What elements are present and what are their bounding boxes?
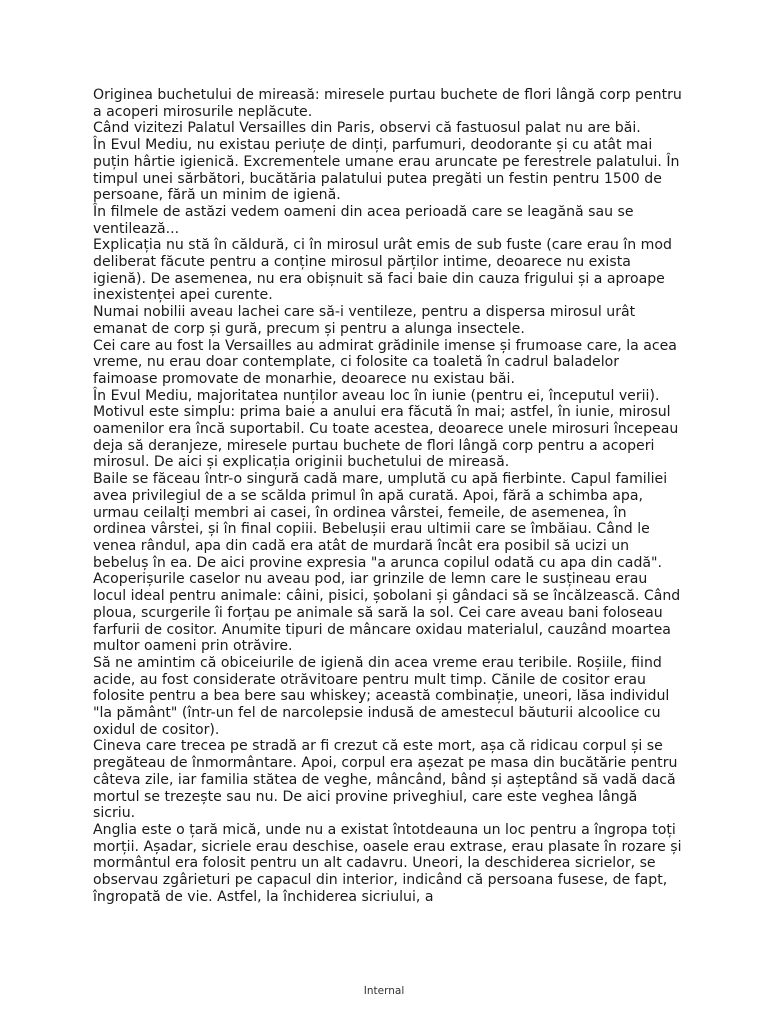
- paragraph: Explicația nu stă în căldură, ci în mirosul urât emis de sub fuste (care erau în mod deliberat făcute pentru a conține mirosul părților intime, deoarece nu exista igienă). De asemenea, nu era obișnuit să faci baie din cauza frigului și a aproape inexistenței apei curente.: [93, 237, 672, 304]
- document-body: [93, 87, 683, 905]
- paragraph: Cineva care trecea pe stradă ar fi crezut că este mort, așa că ridicau corpul și se pregăteau de înmormântare. Apoi, corpul era așezat pe masa din bucătărie pentru câteva zile, iar familia stătea de veghe, mâncând, bând și așteptând să vadă dacă mortul se trezește sau nu. De aici provine priveghiul, care este veghea lângă sicriu.: [93, 738, 678, 822]
- paragraph: Cei care au fost la Versailles au admirat grădinile imense și frumoase care, la acea vreme, nu erau doar contemplate, ci folosite ca toaletă în cadrul baladelor faimoase promovate de monarhie, deoarece nu existau băi.: [93, 337, 677, 387]
- footer-classification-label: Internal: [363, 985, 405, 997]
- paragraph: Anglia este o țară mică, unde nu a existat întotdeauna un loc pentru a îngropa toți morții. Așadar, sicriele erau deschise, oasele erau extrase, erau plasate în rozare și mormântul era folosit pentru un alt cadavru. Uneori, la deschiderea sicrielor, se observau zgârieturi pe capacul din interior, indicând că persoana fusese, de fapt, îngropată de vie. Astfel, la închiderea sicriului, a: [93, 821, 682, 905]
- paragraph: Numai nobilii aveau lachei care să-i ventileze, pentru a dispersa mirosul urât emanat de corp și gură, precum și pentru a alunga insectele.: [93, 304, 636, 337]
- paragraph: Originea buchetului de mireasă: miresele purtau buchete de flori lângă corp pentru a acoperi mirosurile neplăcute.: [93, 87, 682, 120]
- paragraph: Baile se făceau într-o singură cadă mare, umplută cu apă fierbinte. Capul familiei avea privilegiul de a se scălda primul în apă curată. Apoi, fără a schimba apa, urmau ceilalți membri ai casei, în ordinea vârstei, femeile, de asemenea, în ordinea vârstei, și în final copiii. Bebelușii erau ultimii care se îmbăiau. Când le venea rândul, apa din cadă era atât de murdară încât era posibil să ucizi un bebeluș în ea. De aici provine expresia "a arunca copilul odată cu apa din cadă".: [93, 471, 668, 571]
- paragraph: În Evul Mediu, majoritatea nunților aveau loc în iunie (pentru ei, începutul verii). Motivul este simplu: prima baie a anului era făcută în mai; astfel, în iunie, mirosul oamenilor era încă suportabil. Cu toate acestea, deoarece unele mirosuri începeau deja să deranjeze, miresele purtau buchete de flori lângă corp pentru a acoperi mirosul. De aici și explicația originii buchetului de mireasă.: [93, 387, 679, 471]
- paragraph: Acoperișurile caselor nu aveau pod, iar grinzile de lemn care le susțineau erau locul ideal pentru animale: câini, pisici, șobolani și gândaci să se încălzească. Când ploua, scurgerile îi forțau pe animale să sară la sol. Cei care aveau bani foloseau farfurii de cositor. Anumite tipuri de mâncare oxidau materialul, cauzând moartea multor oameni prin otrăvire.: [93, 571, 681, 655]
- paragraph: Să ne amintim că obiceiurile de igienă din acea vreme erau teribile. Roșiile, fiind acide, au fost considerate otrăvitoare pentru mult timp. Cănile de cositor erau folosite pentru a bea bere sau whiskey; această combinație, uneori, lăsa individul "la pământ" (într-un fel de narcolepsie indusă de amestecul băuturii alcoolice cu oxidul de cositor).: [93, 654, 670, 738]
- paragraph: În Evul Mediu, nu existau periuțe de dinți, parfumuri, deodorante și cu atât mai puțin hârtie igienică. Excrementele umane erau aruncate pe ferestrele palatului. În timpul unei sărbători, bucătăria palatului putea pregăti un festin pentru 1500 de persoane, fără un minim de igienă.: [93, 137, 680, 204]
- paragraph: Când vizitezi Palatul Versailles din Paris, observi că fastuosul palat nu are băi.: [93, 120, 641, 137]
- paragraph: În filmele de astăzi vedem oameni din acea perioadă care se leagănă sau se ventilează...: [93, 203, 634, 237]
